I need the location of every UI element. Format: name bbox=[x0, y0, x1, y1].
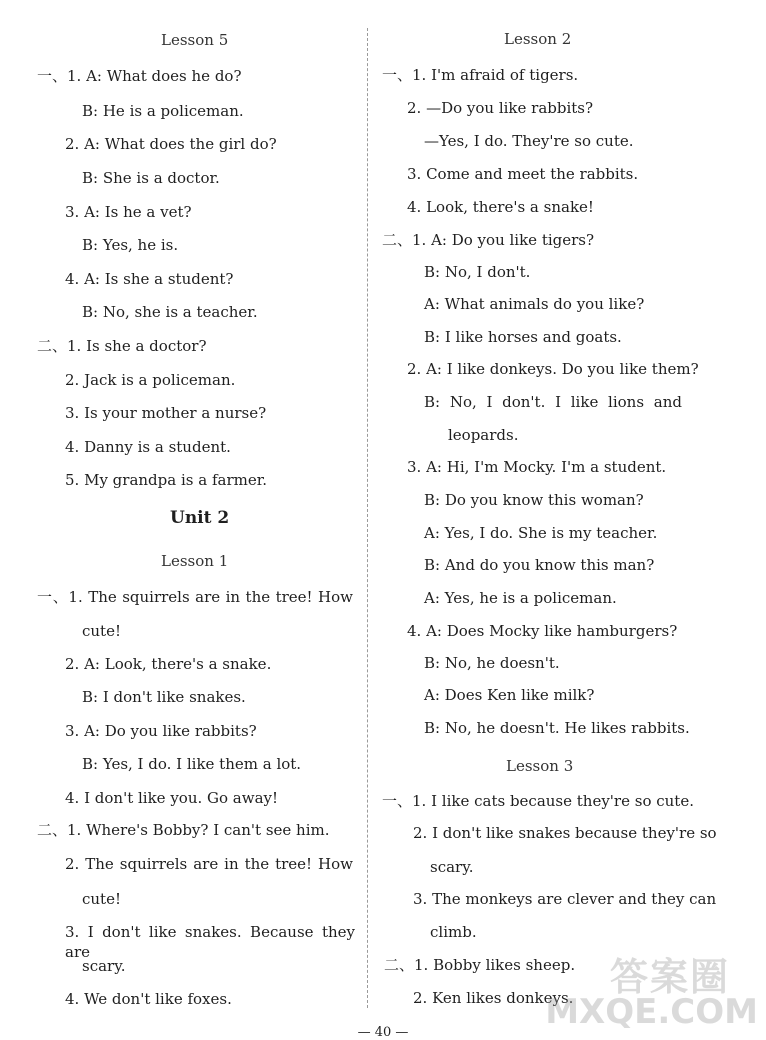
unit-2-heading: Unit 2 bbox=[170, 508, 230, 528]
answer-line: 3. I don't like snakes. Because they are bbox=[65, 923, 355, 961]
watermark-en-text: MXQE.COM bbox=[545, 992, 758, 1032]
lesson-5-heading: Lesson 5 bbox=[161, 31, 229, 49]
answer-line: 2. Jack is a policeman. bbox=[65, 371, 236, 389]
answer-line: 2. A: Look, there's a snake. bbox=[65, 655, 272, 673]
answer-line: A: Does Ken like milk? bbox=[424, 686, 595, 704]
answer-line: 4. I don't like you. Go away! bbox=[65, 789, 279, 807]
answer-line: 5. My grandpa is a farmer. bbox=[65, 471, 268, 489]
answer-line: A: Yes, I do. She is my teacher. bbox=[424, 524, 658, 542]
answer-line: B: Yes, he is. bbox=[82, 236, 179, 254]
answer-line: 一、1. A: What does he do? bbox=[37, 67, 242, 85]
answer-line: 2. The squirrels are in the tree! How bbox=[65, 855, 353, 873]
answer-line: B: No, she is a teacher. bbox=[82, 303, 258, 321]
answer-line: 2. A: I like donkeys. Do you like them? bbox=[407, 360, 699, 378]
answer-line: 2. Ken likes donkeys. bbox=[413, 989, 574, 1007]
answer-line: 4. Look, there's a snake! bbox=[407, 198, 594, 216]
answer-line: 2. A: What does the girl do? bbox=[65, 135, 277, 153]
lesson-3-heading: Lesson 3 bbox=[506, 757, 574, 775]
answer-line: A: Yes, he is a policeman. bbox=[424, 589, 617, 607]
answer-line: B: He is a policeman. bbox=[82, 102, 244, 120]
answer-line: B: I like horses and goats. bbox=[424, 328, 622, 346]
answer-line: B: Yes, I do. I like them a lot. bbox=[82, 755, 302, 773]
answer-line: 3. The monkeys are clever and they can bbox=[413, 890, 717, 908]
answer-line: 2. —Do you like rabbits? bbox=[407, 99, 594, 117]
answer-line: B: Do you know this woman? bbox=[424, 491, 644, 509]
answer-line: 3. A: Hi, I'm Mocky. I'm a student. bbox=[407, 458, 667, 476]
lesson-2-heading: Lesson 2 bbox=[504, 30, 572, 48]
answer-line: B: No, I don't. I like lions and bbox=[424, 393, 682, 411]
answer-line: 一、1. I like cats because they're so cute. bbox=[382, 792, 694, 810]
answer-line: B: No, he doesn't. bbox=[424, 654, 560, 672]
answer-line: 3. A: Do you like rabbits? bbox=[65, 722, 257, 740]
answer-line: 二、1. Where's Bobby? I can't see him. bbox=[37, 821, 330, 839]
answer-line: 3. Come and meet the rabbits. bbox=[407, 165, 639, 183]
answer-line: B: No, he doesn't. He likes rabbits. bbox=[424, 719, 690, 737]
column-divider bbox=[367, 28, 368, 1008]
answer-line: leopards. bbox=[448, 426, 519, 444]
answer-line: cute! bbox=[82, 890, 121, 908]
answer-line: 2. I don't like snakes because they're so bbox=[413, 824, 717, 842]
answer-line: 一、1. The squirrels are in the tree! How bbox=[37, 588, 353, 606]
answer-line: B: She is a doctor. bbox=[82, 169, 220, 187]
page-number: — 40 — bbox=[357, 1025, 409, 1040]
answer-line: cute! bbox=[82, 622, 121, 640]
watermark-cn-text: 答案圈 bbox=[609, 955, 730, 999]
lesson-1-heading: Lesson 1 bbox=[161, 552, 229, 570]
answer-line: climb. bbox=[430, 923, 477, 941]
answer-line: 二、1. Bobby likes sheep. bbox=[384, 956, 576, 974]
answer-line: 3. Is your mother a nurse? bbox=[65, 404, 267, 422]
answer-line: B: And do you know this man? bbox=[424, 556, 655, 574]
answer-line: A: What animals do you like? bbox=[424, 295, 645, 313]
answer-line: 3. A: Is he a vet? bbox=[65, 203, 192, 221]
answer-line: 4. A: Does Mocky like hamburgers? bbox=[407, 622, 678, 640]
answer-line: —Yes, I do. They're so cute. bbox=[424, 132, 634, 150]
answer-line: scary. bbox=[430, 858, 474, 876]
answer-line: B: I don't like snakes. bbox=[82, 688, 246, 706]
answer-line: 二、1. Is she a doctor? bbox=[37, 337, 207, 355]
answer-line: 4. We don't like foxes. bbox=[65, 990, 232, 1008]
answer-line: 一、1. I'm afraid of tigers. bbox=[382, 66, 579, 84]
answer-line: 4. A: Is she a student? bbox=[65, 270, 234, 288]
answer-line: B: No, I don't. bbox=[424, 263, 531, 281]
answer-line: 二、1. A: Do you like tigers? bbox=[382, 231, 595, 249]
answer-line: scary. bbox=[82, 957, 126, 975]
answer-line: 4. Danny is a student. bbox=[65, 438, 231, 456]
